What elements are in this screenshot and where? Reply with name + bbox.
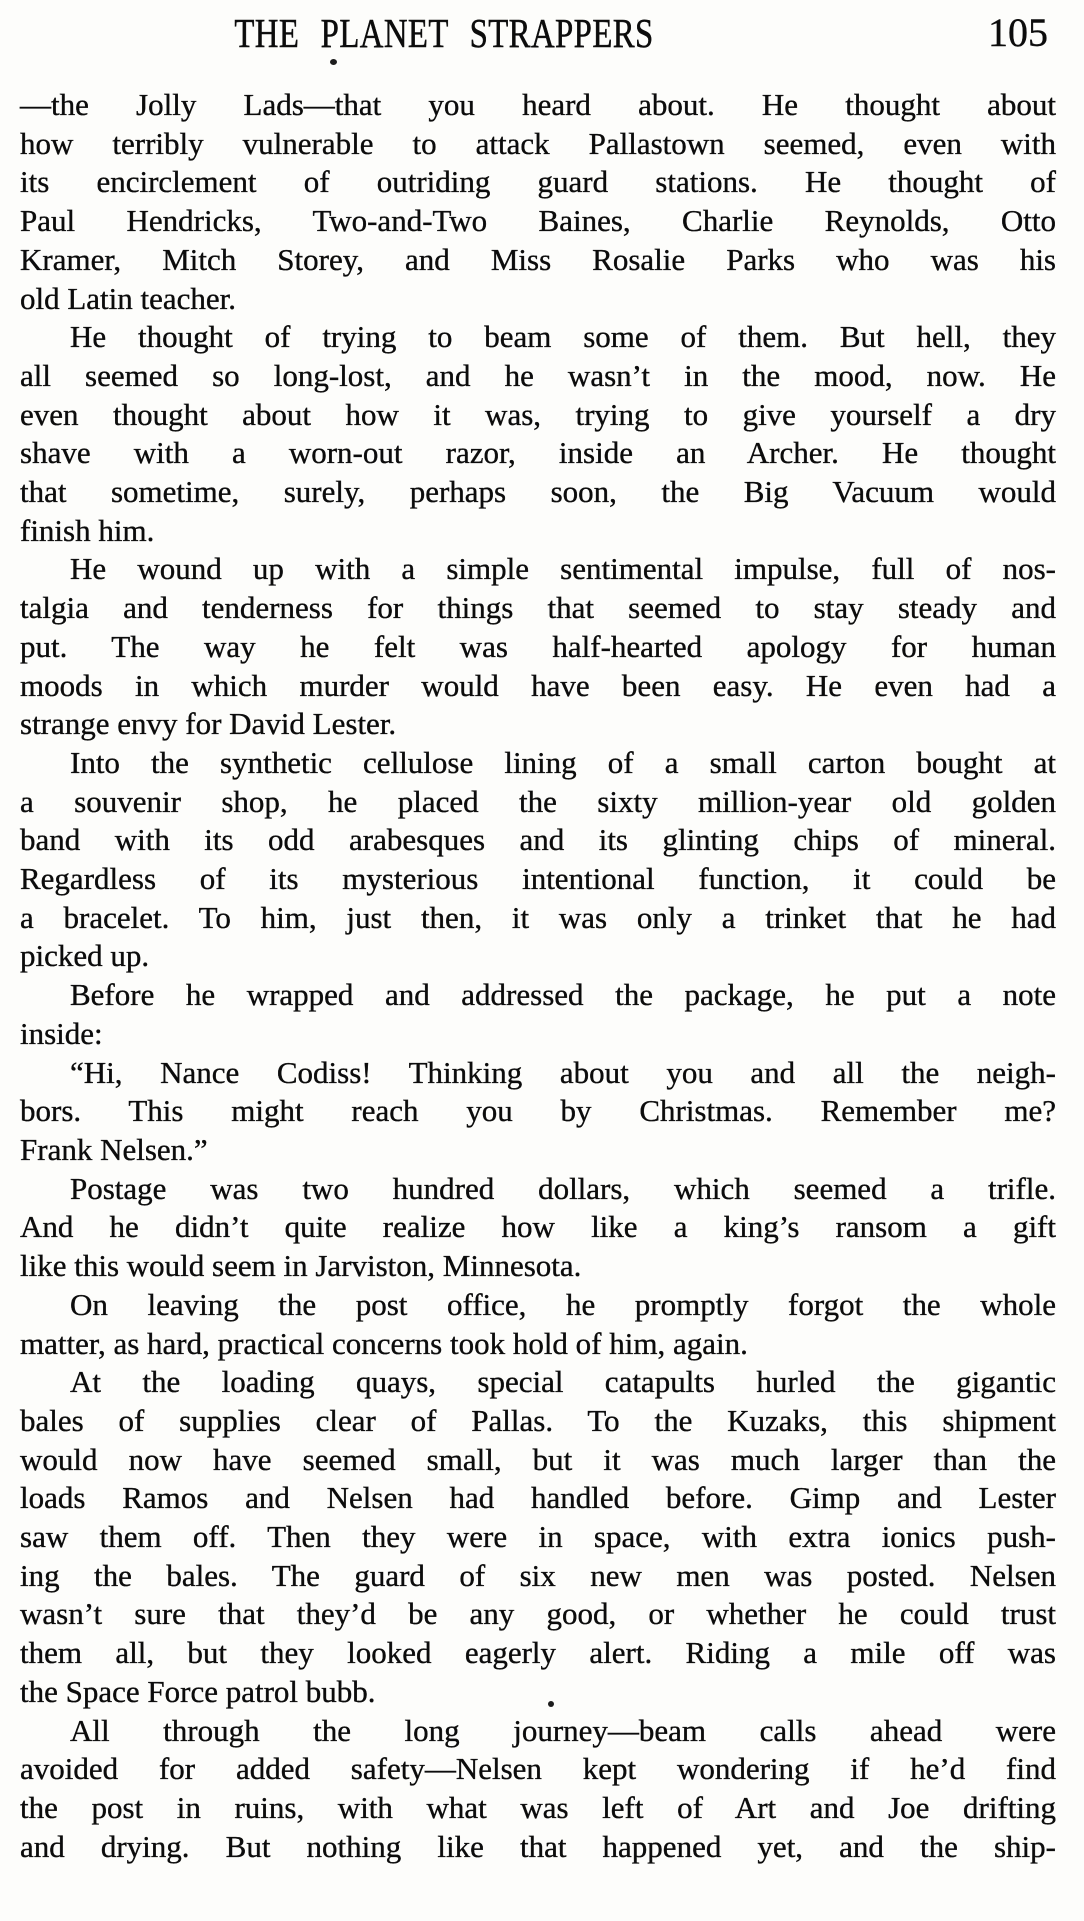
text-line: talgia and tenderness for things that seemed to stay steady and: [20, 590, 1056, 626]
text-line: a souvenir shop, he placed the sixty million-year old golden: [20, 783, 1056, 819]
text-line: the Space Force patrol bubb.: [20, 1673, 376, 1709]
text-line: old Latin teacher.: [20, 280, 237, 316]
text-line: —the Jolly Lads—that you heard about. He thought about: [20, 87, 1056, 122]
text-line: wasn’t sure that they’d be any good, or whether he could trust: [20, 1596, 1056, 1632]
text-line: strange envy for David Lester.: [20, 706, 397, 742]
text-line: moods in which murder would have been easy. He even had a: [20, 667, 1056, 703]
text-line: even thought about how it was, trying to give yourself a dry: [20, 396, 1056, 432]
paragraph: [20, 1363, 1056, 1711]
text-line: Into the synthetic cellulose lining of a small carton bought at: [70, 744, 1056, 780]
text-line: “Hi, Nance Codiss! Thinking about you and all the neigh-: [70, 1054, 1056, 1090]
text-line: Before he wrapped and addressed the package, he put a note: [70, 977, 1056, 1013]
text-line: and drying. But nothing like that happened yet, and the ship-: [20, 1828, 1056, 1864]
text-line: them all, but they looked eagerly alert. Riding a mile off was: [20, 1635, 1056, 1671]
text-line: On leaving the post office, he promptly forgot the whole: [70, 1286, 1056, 1322]
text-line: avoided for added safety—Nelsen kept wondering if he’d find: [20, 1751, 1056, 1787]
text-line: the post in ruins, with what was left of Art and Joe drifting: [20, 1789, 1056, 1825]
paragraph: [20, 1712, 1056, 1867]
paragraph: [20, 318, 1056, 550]
text-line: Frank Nelsen.”: [20, 1131, 208, 1167]
paragraph: [20, 744, 1056, 976]
text-line: inside:: [20, 1015, 103, 1051]
paragraph: [20, 976, 1056, 1053]
text-line: He thought of trying to beam some of them. But hell, they: [70, 319, 1056, 355]
text-line: matter, as hard, practical concerns took hold of him, again.: [20, 1325, 748, 1361]
paragraph: [20, 550, 1056, 744]
page-number: 105: [988, 10, 1048, 55]
text-line: He wound up with a simple sentimental impulse, full of nos-: [70, 551, 1056, 587]
paragraph: [20, 1170, 1056, 1286]
ink-speck: [548, 1701, 554, 1707]
text-line: bors. This might reach you by Christmas. Remember me?: [20, 1093, 1056, 1129]
text-line: And he didn’t quite realize how like a king’s ransom a gift: [20, 1209, 1056, 1245]
text-line: All through the long journey—beam calls ahead were: [70, 1712, 1056, 1748]
text-line: shave with a worn-out razor, inside an Archer. He thought: [20, 435, 1056, 471]
text-line: all seemed so long-lost, and he wasn’t in the mood, now. He: [20, 357, 1056, 393]
ink-speck: [330, 59, 337, 65]
text-line: finish him.: [20, 512, 155, 548]
text-line: put. The way he felt was half-hearted apology for human: [20, 628, 1056, 664]
paragraph: [20, 1286, 1056, 1363]
text-line: loads Ramos and Nelsen had handled before. Gimp and Lester: [20, 1480, 1056, 1516]
page-header: [0, 8, 1084, 60]
text-line: that sometime, surely, perhaps soon, the Big Vacuum would: [20, 474, 1056, 510]
paragraph: [20, 86, 1056, 318]
text-line: picked up.: [20, 938, 150, 974]
text-line: Paul Hendricks, Two-and-Two Baines, Charlie Reynolds, Otto: [20, 203, 1056, 239]
text-line: bales of supplies clear of Pallas. To the Kuzaks, this shipment: [20, 1402, 1056, 1438]
text-line: saw them off. Then they were in space, with extra ionics push-: [20, 1519, 1056, 1555]
text-line: like this would seem in Jarviston, Minnesota.: [20, 1248, 582, 1284]
text-line: band with its odd arabesques and its glinting chips of mineral.: [20, 822, 1056, 858]
text-line: Postage was two hundred dollars, which seemed a trifle.: [70, 1170, 1056, 1206]
page-body: [20, 86, 1056, 1866]
text-line: a bracelet. To him, just then, it was only a trinket that he had: [20, 899, 1056, 935]
text-line: ing the bales. The guard of six new men was posted. Nelsen: [20, 1557, 1056, 1593]
text-line: At the loading quays, special catapults hurled the gigantic: [70, 1364, 1056, 1400]
paragraph: [20, 1054, 1056, 1170]
text-line: would now have seemed small, but it was much larger than the: [20, 1441, 1056, 1477]
running-title: THE PLANET STRAPPERS: [234, 10, 654, 56]
text-line: how terribly vulnerable to attack Pallastown seemed, even with: [20, 125, 1056, 161]
text-line: Kramer, Mitch Storey, and Miss Rosalie Parks who was his: [20, 241, 1056, 277]
text-line: its encirclement of outriding guard stations. He thought of: [20, 164, 1056, 200]
text-line: Regardless of its mysterious intentional function, it could be: [20, 861, 1056, 897]
